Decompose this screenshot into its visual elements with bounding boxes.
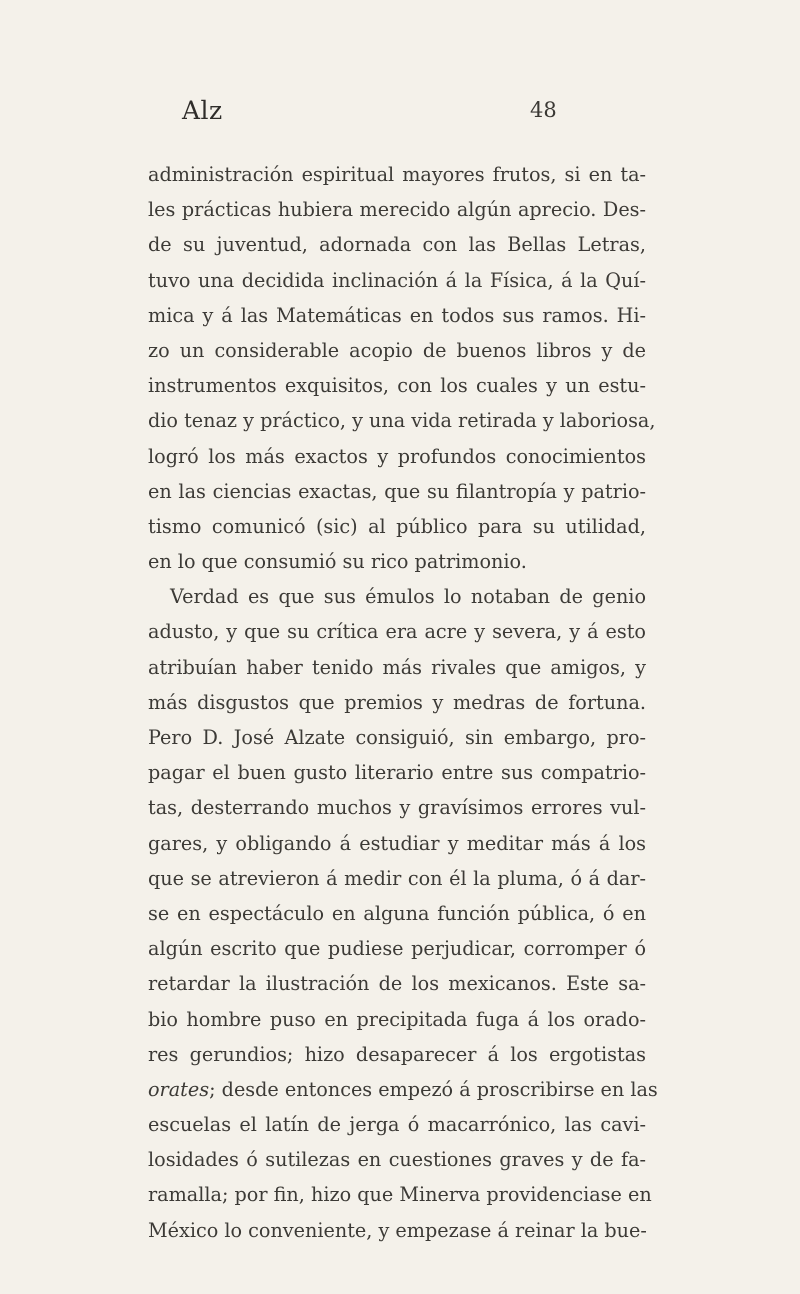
text-line: retardar la ilustración de los mexicanos. Este sa- [148, 972, 646, 996]
text-line: de su juventud, adornada con las Bellas Letras, [148, 233, 646, 257]
text-line: mica y á las Matemáticas en todos sus ramos. Hi- [148, 303, 646, 327]
text-line: pagar el buen gusto literario entre sus compatrio- [148, 761, 646, 785]
text-line: tismo comunicó (sic) al público para su utilidad, [148, 514, 646, 538]
paragraph-start-line: Verdad es que sus émulos lo notaban de genio [170, 585, 646, 609]
text-line: bio hombre puso en precipitada fuga á los orado- [148, 1007, 646, 1031]
text-line: más disgustos que premios y medras de fortuna. [148, 690, 646, 714]
text-line: en lo que consumió su rico patrimonio. [148, 550, 527, 574]
text-line: dio tenaz y práctico, y una vida retirada y laboriosa, [148, 409, 656, 433]
text-line: zo un considerable acopio de buenos libros y de [148, 338, 646, 362]
text-line-with-italic: orates; desde entonces empezó á proscribirse en las [148, 1077, 658, 1101]
page-number: 48 [530, 98, 557, 122]
text-line: México lo conveniente, y empezase á reinar la bue- [148, 1218, 647, 1242]
text-line: gares, y obligando á estudiar y meditar más á los [148, 831, 646, 855]
text-line: les prácticas hubiera merecido algún aprecio. Des- [148, 198, 646, 222]
text-line: atribuían haber tenido más rivales que amigos, y [148, 655, 646, 679]
running-head [150, 96, 570, 136]
running-head-title: Alz [182, 96, 223, 125]
text-line: Pero D. José Alzate consiguió, sin embargo, pro- [148, 726, 646, 749]
text-line: losidades ó sutilezas en cuestiones graves y de fa- [148, 1148, 646, 1172]
text-line-remainder: desde entonces empezó á proscribirse en las [221, 1077, 658, 1101]
text-line: res gerundios; hizo desaparecer á los ergotistas [148, 1042, 646, 1066]
text-line: tas, desterrando muchos y gravísimos errores vul- [148, 796, 646, 820]
italic-word: orates [148, 1077, 210, 1101]
text-line: tuvo una decidida inclinación á la Física, á la Quí- [148, 268, 646, 292]
text-line: en las ciencias exactas, que su filantropía y patrio- [148, 479, 646, 503]
text-line: instrumentos exquisitos, con los cuales y un estu- [148, 374, 646, 398]
text-line: se en espectáculo en alguna función pública, ó en [148, 901, 646, 925]
text-line: que se atrevieron á medir con él la pluma, ó á dar- [148, 866, 646, 890]
text-line: escuelas el latín de jerga ó macarrónico, las cavi- [148, 1113, 646, 1137]
body-text [148, 157, 658, 1248]
text-line: adusto, y que su crítica era acre y severa, y á esto [148, 620, 646, 644]
text-line: ramalla; por fin, hizo que Minerva providenciase en [148, 1183, 652, 1207]
text-line: algún escrito que pudiese perjudicar, corromper ó [148, 937, 646, 961]
text-line: administración espiritual mayores frutos, si en ta- [148, 163, 646, 186]
text-line: logró los más exactos y profundos conocimientos [148, 444, 646, 468]
